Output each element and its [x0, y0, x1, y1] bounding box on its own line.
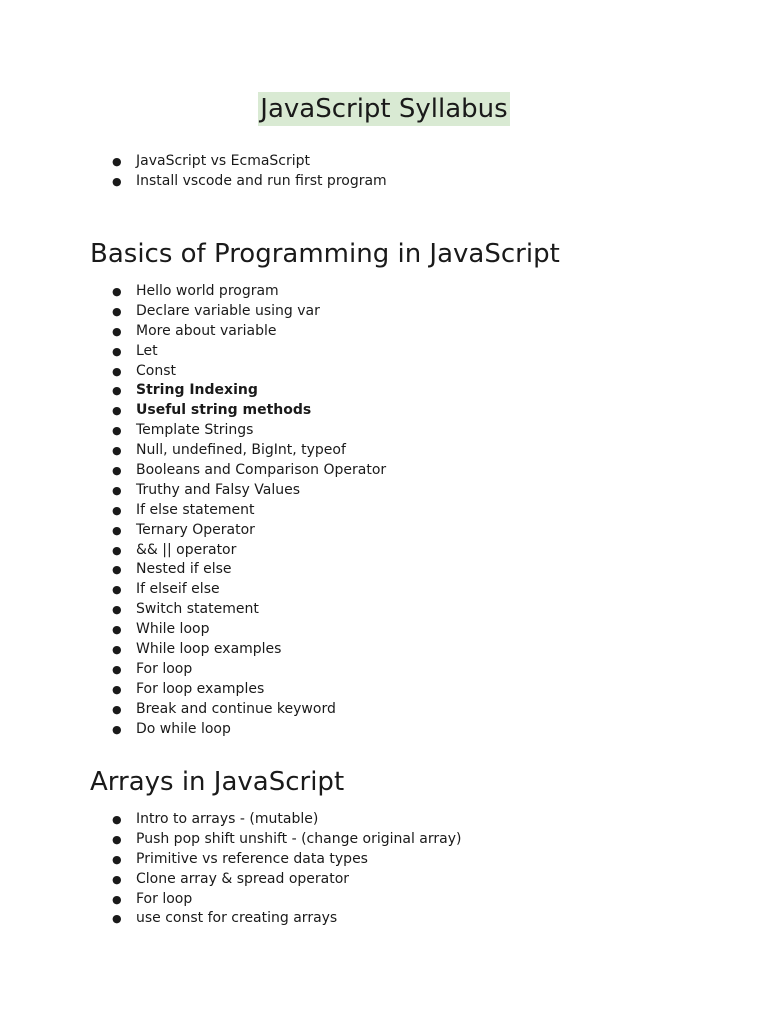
list-item	[0, 322, 386, 342]
bullet-icon: ●	[112, 832, 122, 846]
bullet-icon: ●	[112, 722, 122, 736]
bullet-icon: ●	[112, 623, 122, 637]
list-item	[0, 401, 386, 421]
list-item-text: Break and continue keyword	[136, 700, 336, 717]
bullet-icon: ●	[112, 444, 122, 458]
list-item-text: Intro to arrays - (mutable)	[136, 811, 319, 827]
list-item-text: String Indexing	[136, 382, 258, 399]
bullet-icon: ●	[112, 483, 122, 497]
bullet-icon: ●	[112, 643, 122, 657]
list-item-text: Null, undefined, BigInt, typeof	[136, 442, 346, 459]
bullet-icon: ●	[112, 813, 122, 826]
list-item-text: More about variable	[136, 322, 277, 339]
list-item	[0, 421, 386, 441]
list-item	[0, 890, 461, 910]
list-item	[0, 481, 386, 501]
bullet-icon: ●	[112, 155, 122, 168]
bullet-icon: ●	[112, 464, 122, 478]
list-item	[0, 152, 387, 172]
list-item-text: For loop	[136, 660, 193, 677]
list-item	[0, 362, 386, 382]
basics-list	[0, 282, 386, 739]
list-item	[0, 600, 386, 620]
bullet-icon: ●	[112, 563, 122, 577]
list-item-text: For loop	[136, 890, 193, 907]
list-item-text: Let	[136, 342, 158, 359]
bullet-icon: ●	[112, 852, 122, 866]
document-title: JavaScript Syllabus	[260, 94, 508, 124]
bullet-icon: ●	[112, 682, 122, 696]
list-item-text: use const for creating arrays	[136, 910, 338, 927]
list-item-text: Clone array & spread operator	[136, 870, 350, 887]
bullet-icon: ●	[112, 285, 122, 298]
list-item	[0, 640, 386, 660]
list-item-text: Const	[136, 362, 176, 379]
list-item	[0, 501, 386, 521]
bullet-icon: ●	[112, 872, 122, 886]
arrays-list	[0, 810, 461, 929]
list-item-text: Switch statement	[136, 601, 259, 618]
bullet-icon: ●	[112, 364, 122, 378]
list-item-text: Useful string methods	[136, 402, 312, 419]
list-item-text: Declare variable using var	[136, 302, 320, 319]
list-item	[0, 660, 386, 680]
list-item	[0, 870, 461, 890]
list-item-text: Booleans and Comparison Operator	[136, 462, 387, 479]
bullet-icon: ●	[112, 702, 122, 716]
list-item	[0, 810, 461, 830]
list-item-text: While loop examples	[136, 641, 282, 658]
list-item-text: For loop examples	[136, 680, 265, 697]
bullet-icon: ●	[112, 583, 122, 597]
bullet-icon: ●	[112, 304, 122, 318]
bullet-icon: ●	[112, 543, 122, 557]
list-item-text: Hello world program	[136, 283, 279, 299]
basics-heading: Basics of Programming in JavaScript	[90, 239, 560, 269]
bullet-icon: ●	[112, 344, 122, 358]
list-item	[0, 680, 386, 700]
bullet-icon: ●	[112, 892, 122, 906]
list-item-text: Primitive vs reference data types	[136, 850, 368, 867]
list-item-text: Template Strings	[136, 422, 254, 439]
list-item-text: Do while loop	[136, 720, 231, 737]
bullet-icon: ●	[112, 503, 122, 517]
list-item-text: Nested if else	[136, 561, 232, 578]
list-item	[0, 521, 386, 541]
list-item	[0, 381, 386, 401]
bullet-icon: ●	[112, 404, 122, 418]
bullet-icon: ●	[112, 912, 122, 926]
list-item	[0, 620, 386, 640]
bullet-icon: ●	[112, 662, 122, 676]
list-item	[0, 850, 461, 870]
list-item-text: && || operator	[136, 541, 237, 558]
list-item	[0, 461, 386, 481]
intro-list	[0, 152, 387, 192]
list-item-text: Ternary Operator	[136, 521, 255, 538]
list-item	[0, 909, 461, 929]
bullet-icon: ●	[112, 603, 122, 617]
list-item	[0, 830, 461, 850]
list-item	[0, 700, 386, 720]
list-item-text: Truthy and Falsy Values	[136, 481, 301, 498]
list-item	[0, 541, 386, 561]
list-item-text: JavaScript vs EcmaScript	[136, 153, 311, 169]
list-item-text: If else statement	[136, 501, 255, 518]
bullet-icon: ●	[112, 174, 122, 188]
list-item	[0, 441, 386, 461]
list-item-text: If elseif else	[136, 581, 220, 598]
list-item	[0, 172, 387, 192]
list-item	[0, 342, 386, 362]
bullet-icon: ●	[112, 324, 122, 338]
list-item-text: Install vscode and run first program	[136, 172, 387, 189]
bullet-icon: ●	[112, 424, 122, 438]
list-item	[0, 282, 386, 302]
list-item	[0, 580, 386, 600]
list-item	[0, 560, 386, 580]
title-wrapper	[0, 92, 768, 126]
list-item-text: While loop	[136, 621, 210, 638]
list-item	[0, 302, 386, 322]
arrays-heading: Arrays in JavaScript	[90, 767, 345, 797]
list-item-text: Push pop shift unshift - (change original array)	[136, 830, 462, 847]
bullet-icon: ●	[112, 523, 122, 537]
list-item	[0, 720, 386, 740]
bullet-icon: ●	[112, 384, 122, 398]
